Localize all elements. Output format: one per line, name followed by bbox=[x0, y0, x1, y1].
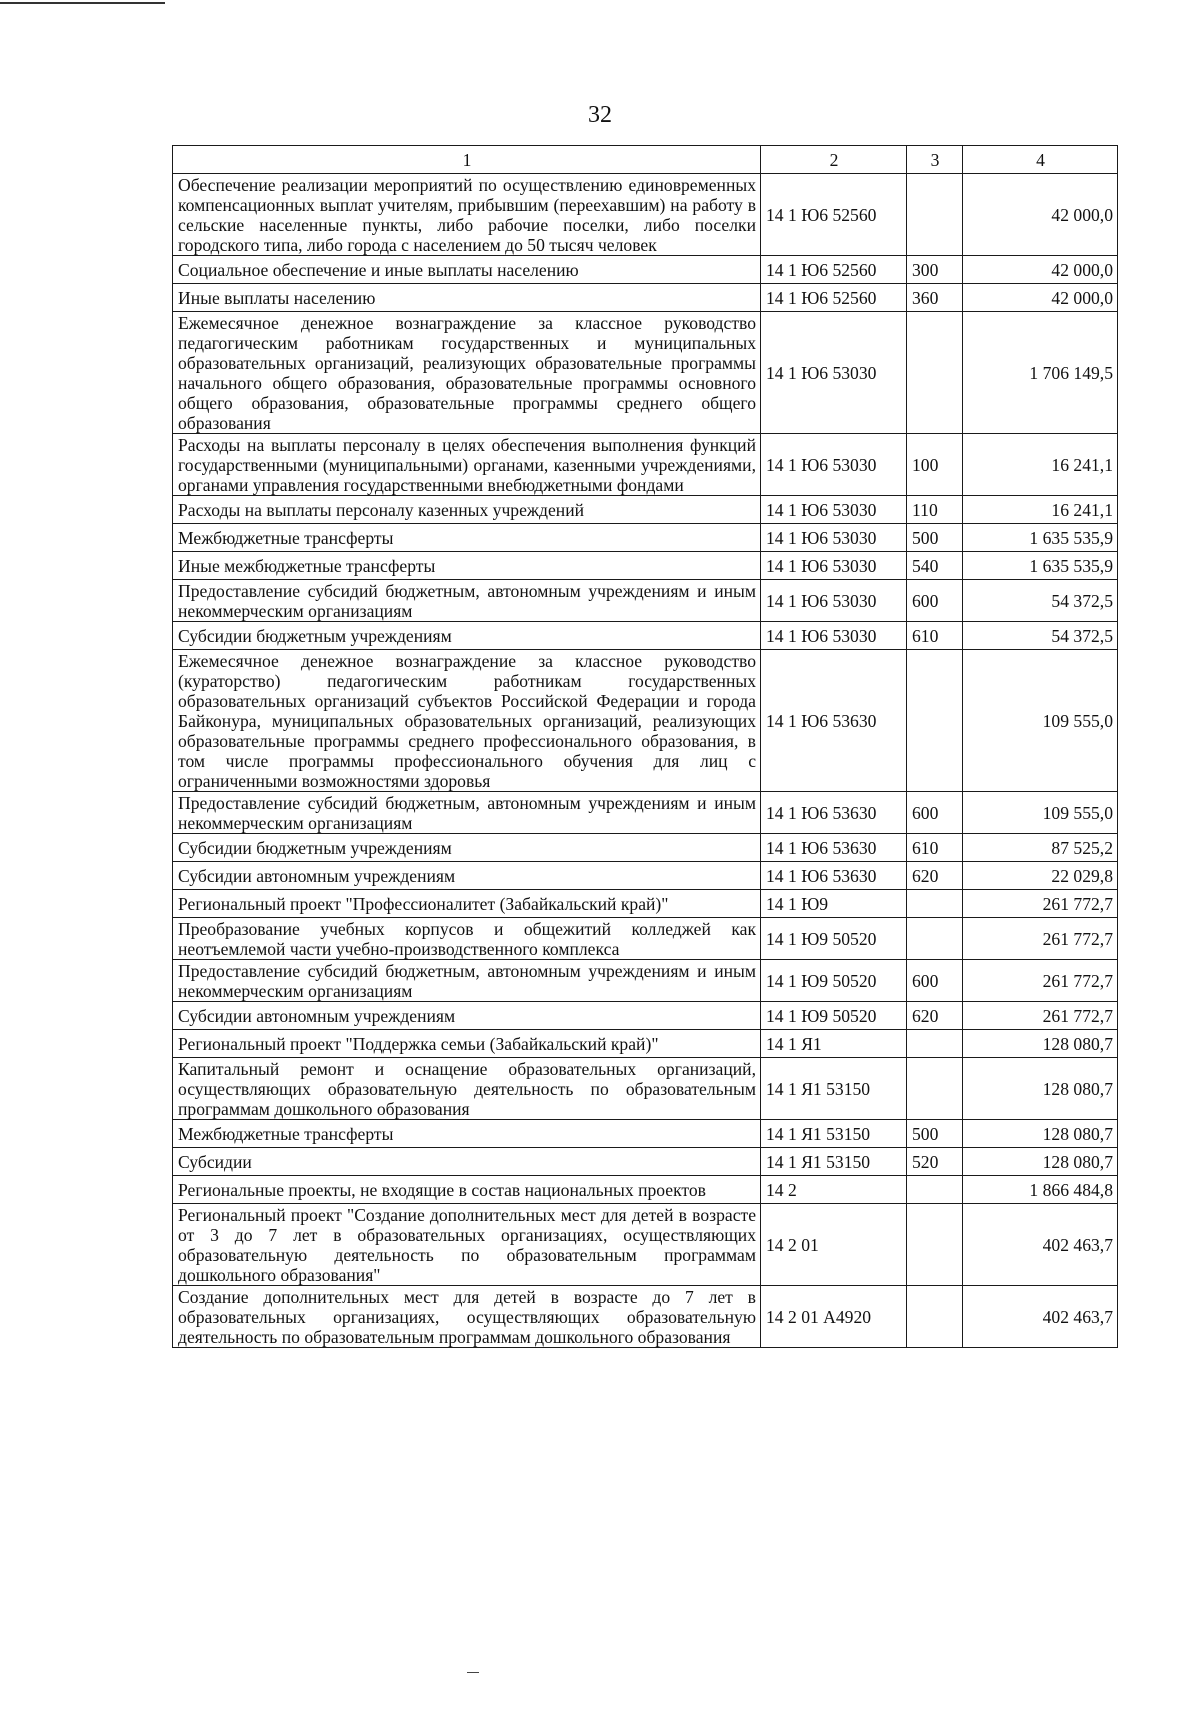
row-code-cell: 14 1 Ю6 53030 bbox=[761, 496, 907, 524]
table-row bbox=[173, 1030, 1118, 1058]
row-amount-cell: 402 463,7 bbox=[963, 1204, 1118, 1286]
row-code-cell: 14 1 Ю6 53030 bbox=[761, 580, 907, 622]
row-code-cell: 14 1 Ю9 50520 bbox=[761, 960, 907, 1002]
table-row bbox=[173, 552, 1118, 580]
row-amount-cell: 42 000,0 bbox=[963, 256, 1118, 284]
row-type-cell bbox=[907, 1058, 963, 1120]
row-amount-cell: 261 772,7 bbox=[963, 1002, 1118, 1030]
row-code-cell: 14 1 Ю9 bbox=[761, 890, 907, 918]
table-row bbox=[173, 434, 1118, 496]
row-type-cell bbox=[907, 890, 963, 918]
row-amount-cell: 128 080,7 bbox=[963, 1030, 1118, 1058]
row-type-cell: 600 bbox=[907, 580, 963, 622]
footer-dash bbox=[467, 1672, 479, 1673]
table-row bbox=[173, 1286, 1118, 1348]
row-type-cell bbox=[907, 918, 963, 960]
table-body bbox=[173, 174, 1118, 1348]
row-type-cell: 540 bbox=[907, 552, 963, 580]
table-row bbox=[173, 1176, 1118, 1204]
table-row bbox=[173, 496, 1118, 524]
row-code-cell: 14 1 Я1 53150 bbox=[761, 1058, 907, 1120]
row-code-cell: 14 1 Ю6 53630 bbox=[761, 650, 907, 792]
top-margin-rule bbox=[0, 2, 165, 4]
table-row bbox=[173, 1002, 1118, 1030]
row-amount-cell: 128 080,7 bbox=[963, 1058, 1118, 1120]
row-type-cell: 620 bbox=[907, 862, 963, 890]
row-type-cell: 600 bbox=[907, 792, 963, 834]
row-amount-cell: 261 772,7 bbox=[963, 890, 1118, 918]
row-code-cell: 14 1 Ю9 50520 bbox=[761, 918, 907, 960]
row-type-cell: 620 bbox=[907, 1002, 963, 1030]
row-type-cell bbox=[907, 1286, 963, 1348]
budget-table bbox=[172, 145, 1118, 1348]
row-name-cell: Субсидии бюджетным учреждениям bbox=[173, 622, 761, 650]
page-number: 32 bbox=[588, 102, 612, 128]
row-code-cell: 14 2 bbox=[761, 1176, 907, 1204]
row-type-cell: 500 bbox=[907, 524, 963, 552]
header-col-1: 1 bbox=[173, 146, 761, 174]
row-name-cell: Иные выплаты населению bbox=[173, 284, 761, 312]
row-name-cell: Ежемесячное денежное вознаграждение за классное руководство (кураторство) педагогическим работникам государственных образовательных организаций субъектов Российской Федерации и города Байконура, муниципальных образовательных организаций, реализующих образовательные программы среднего профессионального образования, в том числе программы профессионального обучения для лиц с ограниченными возможностями здоровья bbox=[173, 650, 761, 792]
row-type-cell bbox=[907, 174, 963, 256]
row-name-cell: Субсидии автономным учреждениям bbox=[173, 1002, 761, 1030]
row-name-cell: Обеспечение реализации мероприятий по осуществлению единовременных компенсационных выплат учителям, прибывшим (переехавшим) на работу в сельские населенные пункты, либо рабочие поселки, либо поселки городского типа, либо города с населением до 50 тысяч человек bbox=[173, 174, 761, 256]
row-name-cell: Региональный проект "Профессионалитет (Забайкальский край)" bbox=[173, 890, 761, 918]
table-row bbox=[173, 862, 1118, 890]
table-header-row bbox=[173, 146, 1118, 174]
row-name-cell: Субсидии автономным учреждениям bbox=[173, 862, 761, 890]
row-name-cell: Предоставление субсидий бюджетным, автономным учреждениям и иным некоммерческим организациям bbox=[173, 960, 761, 1002]
row-code-cell: 14 1 Я1 53150 bbox=[761, 1148, 907, 1176]
row-code-cell: 14 2 01 bbox=[761, 1204, 907, 1286]
row-type-cell bbox=[907, 312, 963, 434]
row-name-cell: Субсидии bbox=[173, 1148, 761, 1176]
row-type-cell: 520 bbox=[907, 1148, 963, 1176]
row-amount-cell: 109 555,0 bbox=[963, 792, 1118, 834]
row-name-cell: Расходы на выплаты персоналу в целях обеспечения выполнения функций государственными (муниципальными) органами, казенными учреждениями, органами управления государственными внебюджетными фондами bbox=[173, 434, 761, 496]
row-amount-cell: 128 080,7 bbox=[963, 1148, 1118, 1176]
row-amount-cell: 54 372,5 bbox=[963, 622, 1118, 650]
row-type-cell: 610 bbox=[907, 834, 963, 862]
table-row bbox=[173, 1120, 1118, 1148]
row-code-cell: 14 2 01 А4920 bbox=[761, 1286, 907, 1348]
row-type-cell: 360 bbox=[907, 284, 963, 312]
row-name-cell: Создание дополнительных мест для детей в возрасте до 7 лет в образовательных организациях, осуществляющих образовательную деятельность по образовательным программам дошкольного образования bbox=[173, 1286, 761, 1348]
row-name-cell: Межбюджетные трансферты bbox=[173, 1120, 761, 1148]
row-type-cell bbox=[907, 1204, 963, 1286]
table-row bbox=[173, 580, 1118, 622]
table-row bbox=[173, 1058, 1118, 1120]
table-row bbox=[173, 174, 1118, 256]
row-name-cell: Капитальный ремонт и оснащение образовательных организаций, осуществляющих образовательную деятельность по образовательным программам дошкольного образования bbox=[173, 1058, 761, 1120]
row-amount-cell: 1 706 149,5 bbox=[963, 312, 1118, 434]
row-amount-cell: 109 555,0 bbox=[963, 650, 1118, 792]
row-name-cell: Межбюджетные трансферты bbox=[173, 524, 761, 552]
table-row bbox=[173, 622, 1118, 650]
row-code-cell: 14 1 Я1 bbox=[761, 1030, 907, 1058]
row-name-cell: Предоставление субсидий бюджетным, автономным учреждениям и иным некоммерческим организациям bbox=[173, 580, 761, 622]
row-amount-cell: 128 080,7 bbox=[963, 1120, 1118, 1148]
header-col-4: 4 bbox=[963, 146, 1118, 174]
row-code-cell: 14 1 Ю6 53630 bbox=[761, 862, 907, 890]
table-row bbox=[173, 834, 1118, 862]
table-row bbox=[173, 792, 1118, 834]
row-amount-cell: 42 000,0 bbox=[963, 174, 1118, 256]
row-name-cell: Предоставление субсидий бюджетным, автономным учреждениям и иным некоммерческим организациям bbox=[173, 792, 761, 834]
row-type-cell: 110 bbox=[907, 496, 963, 524]
header-col-3: 3 bbox=[907, 146, 963, 174]
row-code-cell: 14 1 Ю6 53030 bbox=[761, 312, 907, 434]
table-row bbox=[173, 524, 1118, 552]
row-type-cell bbox=[907, 1176, 963, 1204]
row-code-cell: 14 1 Ю6 53030 bbox=[761, 552, 907, 580]
row-amount-cell: 1 635 535,9 bbox=[963, 524, 1118, 552]
row-name-cell: Расходы на выплаты персоналу казенных учреждений bbox=[173, 496, 761, 524]
row-name-cell: Социальное обеспечение и иные выплаты населению bbox=[173, 256, 761, 284]
table-row bbox=[173, 256, 1118, 284]
row-name-cell: Ежемесячное денежное вознаграждение за классное руководство педагогическим работникам государственных и муниципальных образовательных организаций, реализующих образовательные программы начального общего образования, образовательные программы основного общего образования, образовательные программы среднего общего образования bbox=[173, 312, 761, 434]
row-amount-cell: 1 635 535,9 bbox=[963, 552, 1118, 580]
row-name-cell: Иные межбюджетные трансферты bbox=[173, 552, 761, 580]
row-type-cell: 500 bbox=[907, 1120, 963, 1148]
table-row bbox=[173, 284, 1118, 312]
row-amount-cell: 261 772,7 bbox=[963, 918, 1118, 960]
table-row bbox=[173, 1148, 1118, 1176]
table-row bbox=[173, 890, 1118, 918]
table-row bbox=[173, 918, 1118, 960]
row-type-cell bbox=[907, 1030, 963, 1058]
table-row bbox=[173, 1204, 1118, 1286]
row-type-cell: 300 bbox=[907, 256, 963, 284]
row-amount-cell: 16 241,1 bbox=[963, 496, 1118, 524]
row-amount-cell: 87 525,2 bbox=[963, 834, 1118, 862]
row-code-cell: 14 1 Ю6 53630 bbox=[761, 834, 907, 862]
table-row bbox=[173, 312, 1118, 434]
table-row bbox=[173, 650, 1118, 792]
row-amount-cell: 54 372,5 bbox=[963, 580, 1118, 622]
row-code-cell: 14 1 Ю6 52560 bbox=[761, 256, 907, 284]
row-type-cell: 610 bbox=[907, 622, 963, 650]
row-code-cell: 14 1 Ю6 53630 bbox=[761, 792, 907, 834]
row-code-cell: 14 1 Ю6 53030 bbox=[761, 622, 907, 650]
row-amount-cell: 22 029,8 bbox=[963, 862, 1118, 890]
row-amount-cell: 261 772,7 bbox=[963, 960, 1118, 1002]
row-code-cell: 14 1 Ю6 52560 bbox=[761, 174, 907, 256]
row-type-cell: 600 bbox=[907, 960, 963, 1002]
row-name-cell: Субсидии бюджетным учреждениям bbox=[173, 834, 761, 862]
row-code-cell: 14 1 Я1 53150 bbox=[761, 1120, 907, 1148]
row-name-cell: Региональный проект "Создание дополнительных мест для детей в возрасте от 3 до 7 лет в образовательных организациях, осуществляющих образовательную деятельность по образовательным программам дошкольного образования" bbox=[173, 1204, 761, 1286]
row-code-cell: 14 1 Ю6 53030 bbox=[761, 434, 907, 496]
row-code-cell: 14 1 Ю6 52560 bbox=[761, 284, 907, 312]
row-amount-cell: 402 463,7 bbox=[963, 1286, 1118, 1348]
row-type-cell bbox=[907, 650, 963, 792]
row-amount-cell: 1 866 484,8 bbox=[963, 1176, 1118, 1204]
row-amount-cell: 42 000,0 bbox=[963, 284, 1118, 312]
row-amount-cell: 16 241,1 bbox=[963, 434, 1118, 496]
row-code-cell: 14 1 Ю6 53030 bbox=[761, 524, 907, 552]
header-col-2: 2 bbox=[761, 146, 907, 174]
row-type-cell: 100 bbox=[907, 434, 963, 496]
table-row bbox=[173, 960, 1118, 1002]
row-name-cell: Региональные проекты, не входящие в состав национальных проектов bbox=[173, 1176, 761, 1204]
row-name-cell: Преобразование учебных корпусов и общежитий колледжей как неотъемлемой части учебно-производственного комплекса bbox=[173, 918, 761, 960]
row-name-cell: Региональный проект "Поддержка семьи (Забайкальский край)" bbox=[173, 1030, 761, 1058]
row-code-cell: 14 1 Ю9 50520 bbox=[761, 1002, 907, 1030]
